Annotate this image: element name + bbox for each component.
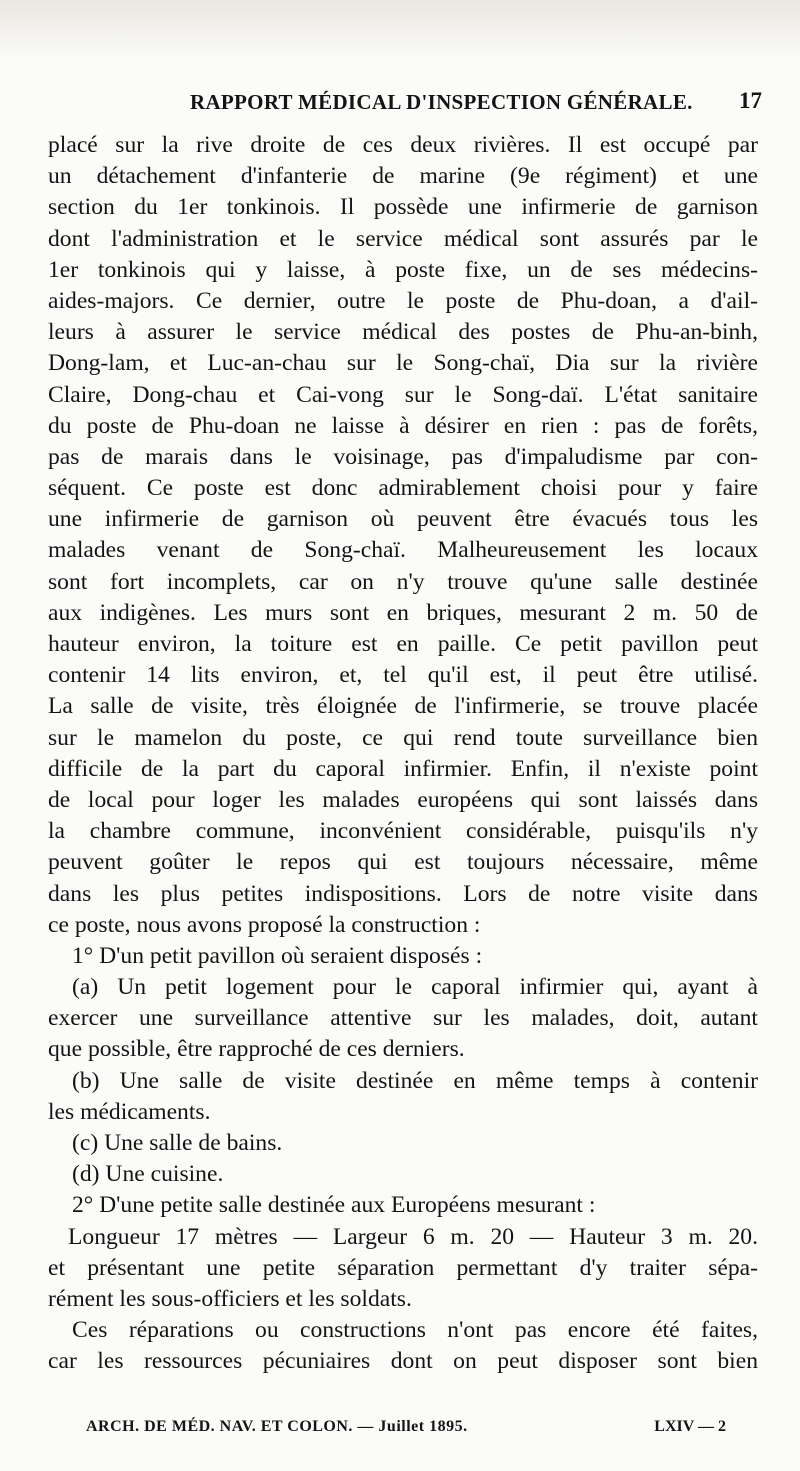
text-line: contenir 14 lits environ, et, tel qu'il est, il peut être utilisé. [48,662,758,689]
text-line: La salle de visite, très éloignée de l'infirmerie, se trouve placée [48,693,758,720]
text-line: de local pour loger les malades européens qui sont laissés dans [48,786,758,813]
text-line: rément les sous-officiers et les soldats. [48,1285,412,1312]
text-line: pas de marais dans le voisinage, pas d'impaludisme par con- [48,443,758,470]
text-line: car les ressources pécuniaires dont on peut disposer sont bien [48,1348,758,1375]
list-item: (c) Une salle de bains. [72,1130,283,1156]
text-line: sont fort incomplets, car on n'y trouve qu'une salle destinée [48,568,758,595]
list-item: (d) Une cuisine. [72,1161,224,1188]
text-line: que possible, être rapproché de ces derniers. [48,1036,465,1063]
page-number: 17 [739,88,762,113]
text-line: peuvent goûter le repos qui est toujours nécessaire, même [48,849,758,876]
text-line: 1er tonkinois qui y laisse, à poste fixe, un de ses médecins- [48,256,758,283]
text-line: difficile de la part du caporal infirmier. Enfin, il n'existe point [48,755,758,782]
text-line: et présentant une petite séparation permettant d'y traiter sépa- [48,1254,758,1281]
footer-citation: ARCH. DE MÉD. NAV. ET COLON. — Juillet 1895. [86,1418,468,1435]
text-line: hauteur environ, la toiture est en paille. Ce petit pavillon peut [48,631,758,657]
text-line: aides-majors. Ce dernier, outre le poste de Phu-doan, a d'ail- [48,287,758,314]
text-line: une infirmerie de garnison où peuvent être évacués tous les [48,506,758,533]
page-footer [86,1418,726,1442]
footer-signature: LXIV — 2 [654,1418,726,1435]
text-line: exercer une surveillance attentive sur les malades, doit, autant [48,1005,758,1032]
text-line: placé sur la rive droite de ces deux rivières. Il est occupé par [48,132,758,158]
text-line: ce poste, nous avons proposé la construction : [48,911,481,938]
text-line: Claire, Dong-chau et Cai-vong sur le Song-daï. L'état sanitaire [48,381,758,408]
list-item: (a) Un petit logement pour le caporal infirmier qui, ayant à [72,974,758,1001]
list-item: 2° D'une petite salle destinée aux Européens mesurant : [72,1192,596,1219]
header-title: RAPPORT MÉDICAL D'INSPECTION GÉNÉRALE. [190,90,693,114]
text-line: section du 1er tonkinois. Il possède une infirmerie de garnison [48,194,758,221]
text-line: malades venant de Song-chaï. Malheureusement les locaux [48,537,758,564]
text-line: du poste de Phu-doan ne laisse à désirer en rien : pas de forêts, [48,412,758,439]
text-line: leurs à assurer le service médical des postes de Phu-an-binh, [48,319,758,346]
text-line: Longueur 17 mètres — Largeur 6 m. 20 — Hauteur 3 m. 20. [68,1223,758,1250]
text-line: dont l'administration et le service médical sont assurés par le [48,225,758,252]
scan-edge-shadow [0,0,800,60]
text-line: aux indigènes. Les murs sont en briques, mesurant 2 m. 50 de [48,599,758,626]
text-line: les médicaments. [48,1098,211,1125]
text-line: Ces réparations ou constructions n'ont pas encore été faites, [72,1317,758,1344]
text-line: la chambre commune, inconvénient considérable, puisqu'ils n'y [48,818,758,845]
running-header [48,88,764,128]
text-line: un détachement d'infanterie de marine (9e régiment) et une [48,163,758,190]
text-line: sur le mamelon du poste, ce qui rend toute surveillance bien [48,724,758,751]
text-line: dans les plus petites indispositions. Lors de notre visite dans [48,880,758,907]
text-line: Dong-lam, et Luc-an-chau sur le Song-chaï, Dia sur la rivière [48,350,758,377]
list-item: 1° D'un petit pavillon où seraient disposés : [72,942,483,969]
text-line: séquent. Ce poste est donc admirablement choisi pour y faire [48,475,758,502]
list-item: (b) Une salle de visite destinée en même temps à contenir [72,1067,758,1094]
body-text [48,130,758,1378]
